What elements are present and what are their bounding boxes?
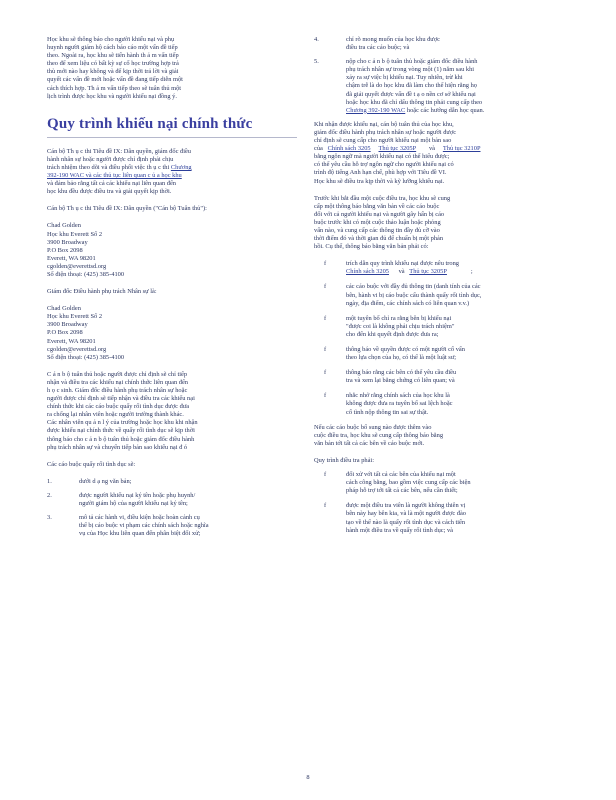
procedure-3205p-link[interactable]: Thủ tục 3205P — [378, 145, 417, 153]
text-line: được một điều tra viên là người không thiên vị — [346, 502, 466, 510]
text-line: học khu đều được điều tra và giải quyết kịp thời. — [47, 188, 172, 196]
bullet-item — [324, 346, 572, 362]
chapter-link[interactable]: Chương — [170, 163, 192, 171]
text-line: trình độ tiếng Anh hạn chế, phù hợp với Tiêu đề VI. — [314, 169, 447, 177]
text-line: theo để xem liệu có bất kỳ sự cố học trường hợp trả — [47, 60, 179, 68]
contact-name: Chad Golden — [47, 305, 81, 313]
list-number: 4. — [314, 36, 319, 43]
bullet-glyph: f — [324, 471, 327, 479]
text-line: pháp hỗ trợ tới tất cả các bên, nếu cần thiết; — [346, 487, 458, 495]
bullet-item — [324, 502, 572, 534]
text-line: h ọ c sinh. Giám đốc điều hành phụ trách nhân sự hoặc — [47, 387, 188, 394]
left-column — [47, 36, 305, 544]
text-span: hoặc các hướng dẫn học quan. — [406, 106, 485, 114]
text-line: hoặc học khu đã chỉ dấu thông tin phải cung cấp theo — [346, 98, 483, 106]
procedure-3205p-link[interactable]: Thủ tục 3205P — [409, 268, 447, 276]
list-number: 5. — [314, 58, 319, 66]
text-line: cố tình nộp thông tin sai sự thật. — [346, 408, 429, 416]
text-line: ra chống lại nhân viên hoặc người trường thành khác. — [47, 411, 184, 419]
text-line: một tuyên bố chỉ ra rằng bên bị khiếu nại — [346, 314, 452, 322]
text-line: Cán bộ Th ụ c thi Tiêu đề IX: Dân quyền, giám đốc điều — [47, 147, 192, 155]
text-line: hồi. Cụ thể, thông báo bằng văn bản phải có: — [314, 243, 429, 251]
text-line — [314, 145, 572, 153]
text-line: xảy ra sự việc bị khiếu nại. Tuy nhiên, trừ khi — [346, 74, 463, 82]
text-line: và đảm bảo rằng tất cả các khiếu nại liên quan đến — [47, 180, 176, 188]
text-line: thời điểm đó và thời gian đủ để chuẩn bị một phản — [314, 235, 444, 243]
text-line: buộc trước khi có một cuộc thảo luận hoặc phỏng — [314, 218, 441, 226]
notice-paragraph — [314, 195, 572, 252]
contact-line: 3900 Broadway — [47, 238, 88, 246]
page-number: 8 — [306, 774, 310, 781]
text-line: nhận và điều tra các khiếu nại chính thức liên quan đến — [47, 378, 188, 386]
contact-block-1 — [47, 222, 305, 279]
text-line — [47, 164, 305, 172]
text-line: Các nhân viên qu ả n l ý của trường hoặc học khu khi nhận — [47, 419, 198, 427]
text-line: người được chỉ định sẽ tiếp nhận và điều tra các khiếu nại — [47, 395, 195, 403]
text-line: các cáo buộc với đầy đủ thông tin (danh tính của các — [346, 283, 481, 291]
list-number: 1. — [47, 477, 52, 485]
text-line: thông báo về quyền được có một người cố vấn — [346, 346, 465, 353]
text-line: giám đốc điều hành phụ trách nhân sự hoặc người được — [314, 128, 457, 136]
contact-phone: Số điện thoại: (425) 385-4100 — [47, 270, 125, 278]
heading-divider — [47, 137, 297, 138]
text-line: trích dẫn quy trình khiếu nại được nêu trong — [346, 260, 459, 268]
investigation-process-label: Quy trình điều tra phải: — [314, 456, 374, 464]
contact-block-2 — [47, 305, 305, 362]
text-line: dưới d ạ ng văn bản; — [79, 477, 132, 485]
chapter-wac-link[interactable]: Chương 392-190 WAC — [346, 106, 406, 114]
notice-bullet-list — [314, 260, 572, 416]
text-line: đối với cả người khiếu nại và người gây hấn bị cáo — [314, 210, 445, 218]
section-heading: Quy trình khiếu nại chính thức — [47, 115, 253, 132]
text-line: được khiếu nại chính thức về quấy rối tình dục sẽ kịp thời — [47, 427, 195, 435]
text-line: cách công bằng, bao gồm việc cung cấp các biện — [346, 479, 471, 487]
text-span: ; — [470, 268, 473, 276]
text-line: quyết các vấn đề mới hoặc vấn đề đang tiếp diễn một — [47, 76, 183, 84]
text-line: chỉ rõ mong muốn của học khu được — [346, 36, 440, 43]
contact-line: 3900 Broadway — [47, 321, 88, 329]
text-line — [330, 107, 572, 115]
contact-name: Chad Golden — [47, 222, 81, 230]
text-line: C á n b ộ tuân thủ hoặc người được chỉ định sẽ chỉ tiếp — [47, 370, 188, 378]
hr-director-label: Giám đốc Điều hành phụ trách Nhân sự là: — [47, 288, 157, 296]
text-line: vụ của Học khu liên quan đến phân biệt đối xử; — [79, 530, 201, 538]
contact-line: P.O Box 2098 — [47, 246, 83, 254]
list-item — [47, 492, 305, 508]
text-line: Nếu các cáo buộc bổ sung nào được thêm vào — [314, 423, 432, 431]
bullet-glyph: f — [324, 314, 327, 322]
text-span: và — [428, 145, 435, 153]
text-line: theo. Ngoài ra, học khu sẽ tiến hành th ả m vấn tiếp — [47, 52, 179, 60]
compliance-paragraph — [47, 148, 305, 197]
text-line: thể bị cáo buộc vi phạm các chính sách hoặc nghĩa — [79, 522, 209, 530]
bullet-item — [324, 471, 572, 495]
requirements-list-continued — [314, 36, 572, 115]
contact-email[interactable]: cgolden@everettsd.org — [47, 345, 107, 353]
text-line: bên, hành vi bị cáo buộc cấu thành quấy rối tình dục, — [346, 291, 482, 299]
text-line: Học khu sẽ thông báo cho người khiếu nại và phụ — [47, 36, 175, 43]
receipt-paragraph — [314, 121, 572, 186]
list-item — [47, 514, 305, 538]
text-line: phụ trách nhân sự trong vòng một (1) năm sau khi — [346, 66, 475, 74]
text-line: chậm trễ là do học khu đã làm cho thể hiện rằng họ — [346, 82, 477, 90]
list-item — [314, 36, 572, 52]
list-number: 3. — [47, 514, 52, 522]
text-line: mô tả các hành vi, điều kiện hoặc hoàn cảnh cụ — [79, 514, 200, 522]
contact-line: P.O Box 2098 — [47, 329, 83, 337]
text-line: Trước khi bắt đầu một cuộc điều tra, học khu sẽ cung — [314, 194, 451, 202]
text-line: bên này hay bên kia, và là một người được đào — [346, 510, 466, 518]
text-line: người giám hộ của người khiếu nại ký tên; — [79, 500, 188, 508]
text-span: trách nhiệm theo dõi và điều phối việc th ụ c thi — [47, 163, 170, 171]
text-line: Khi nhận được khiếu nại, cán bộ tuân thủ của học khu, — [314, 120, 454, 128]
policy-3205-link[interactable]: Chính sách 3205 — [346, 268, 389, 276]
compliance-officer-label: Cán bộ Th ụ c thi Tiêu đề IX: Dân quyền ("Cán bộ Tuân thủ"): — [47, 205, 207, 213]
requirements-list — [47, 478, 305, 539]
text-line: cho đến khi quyết định được đưa ra; — [346, 330, 439, 338]
procedure-3210p-link[interactable]: Thủ tục 3210P — [442, 145, 481, 153]
bullet-item — [324, 260, 572, 276]
text-line — [346, 268, 572, 276]
text-line: thù mới nào hay không và để kịp thời trả lời và giải — [47, 68, 179, 76]
contact-line: Học khu Everett Số 2 — [47, 230, 103, 238]
text-line: ngày, địa điểm, các chính sách có liên quan v.v.) — [346, 299, 470, 307]
policy-3205-link[interactable]: Chính sách 3205 — [327, 145, 371, 153]
text-line: tra và xem lại bằng chứng có liên quan; và — [346, 377, 455, 385]
text-line: theo lựa chọn của họ, có thể là một luật sư; — [346, 354, 457, 362]
contact-phone: Số điện thoại: (425) 385-4100 — [47, 353, 125, 361]
text-span: của — [314, 145, 323, 153]
text-line: hành nhân sự hoặc người được chỉ định phải chịu — [47, 155, 174, 163]
text-line: huynh người giám hộ cách báo cáo một vấn đề tiếp — [47, 44, 178, 52]
text-span: và — [398, 268, 405, 276]
text-line: hành một điều tra về quấy rối tình dục; và — [346, 526, 454, 534]
text-line: nhắc nhở rằng chính sách của học khu là — [346, 392, 450, 400]
text-line: chính thức khi các cáo buộc quấy rối tình dục được đưa — [47, 403, 190, 411]
text-line: lịch trình được học khu và người khiếu nại đồng ý. — [47, 92, 177, 100]
text-line: thông báo cho c ả n b ộ tuân thủ hoặc giám đốc điều hành — [47, 435, 195, 443]
text-line — [47, 172, 305, 180]
bullet-item — [324, 392, 572, 416]
allegations-intro: Các cáo buộc quấy rối tình dục sẽ: — [47, 460, 136, 468]
text-line: đã giải quyết được vấn đề t ạ o nền cơ sở khiếu nại — [346, 90, 476, 98]
list-item — [314, 58, 572, 115]
contact-line: Everett, WA 98201 — [47, 254, 96, 262]
text-line: cuộc điều tra, học khu sẽ cung cấp thông báo bằng — [314, 431, 444, 439]
text-line: Học khu sẽ điều tra kịp thời và kỹ lưỡng khiếu nại. — [314, 177, 445, 185]
bullet-glyph: f — [324, 283, 327, 291]
wac-link[interactable]: 392-190 WAC và các thủ tục liên quan c ủ a học khu — [47, 172, 182, 180]
contact-line: Everett, WA 98201 — [47, 337, 96, 345]
text-line: văn bản tới tất cả các bên về cáo buộc mới. — [314, 439, 425, 447]
text-line: có thể yêu cầu hỗ trợ ngôn ngữ cho người khiếu nại có — [314, 161, 454, 169]
bullet-glyph: f — [324, 260, 327, 268]
bullet-glyph: f — [324, 369, 327, 377]
bullet-item — [324, 283, 572, 307]
text-line: bằng ngôn ngữ mà người khiếu nại có thể hiểu được; — [314, 153, 450, 161]
text-line: phụ trách nhân sự và chuyển tiếp bản sao khiếu nại đ ó — [47, 443, 188, 451]
contact-line: Học khu Everett Số 2 — [47, 313, 103, 321]
bullet-glyph: f — [324, 346, 327, 353]
text-line: đối xử với tất cả các bên của khiếu nại một — [346, 471, 456, 479]
intro-paragraph — [47, 36, 305, 101]
contact-email[interactable]: cgolden@everettsd.org — [47, 262, 107, 270]
text-line: cách thích hợp. Th ả m vấn tiếp theo sẽ tuân thủ một — [47, 84, 182, 92]
right-column — [314, 36, 572, 542]
bullet-glyph: f — [324, 392, 327, 400]
text-line: thông báo rằng các bên có thể yêu cầu điều — [346, 369, 457, 377]
additional-allegations-paragraph — [314, 424, 572, 448]
text-line: "được coi là không phải chịu trách nhiệm" — [346, 322, 455, 330]
list-number: 2. — [47, 491, 52, 499]
list-item — [47, 478, 305, 486]
text-line: điều tra các cáo buộc; và — [346, 44, 410, 52]
text-line: cấp một thông báo bằng văn bản về các cáo buộc — [314, 202, 440, 210]
bullet-item — [324, 369, 572, 385]
text-line: vấn nào, và cung cấp các thông tin đầy đủ cỡ vào — [314, 226, 440, 234]
text-line: không được đưa ra tuyên bố sai lệch hoặc — [346, 400, 453, 408]
bullet-glyph: f — [324, 502, 327, 510]
text-line: được người khiếu nại ký tên hoặc phụ huynh/ — [79, 491, 196, 499]
officer-duties-paragraph — [47, 371, 305, 452]
bullet-item — [324, 315, 572, 339]
text-line: tạo về thể nào là quấy rối tình dục và cách tiến — [346, 518, 466, 526]
text-line: chỉ định sẽ cung cấp cho người khiếu nại một bản sao — [314, 137, 452, 145]
investigation-bullet-list — [314, 471, 572, 535]
text-line: nộp cho c ả n b ộ tuân thủ hoặc giám đốc điều hành — [346, 58, 478, 66]
